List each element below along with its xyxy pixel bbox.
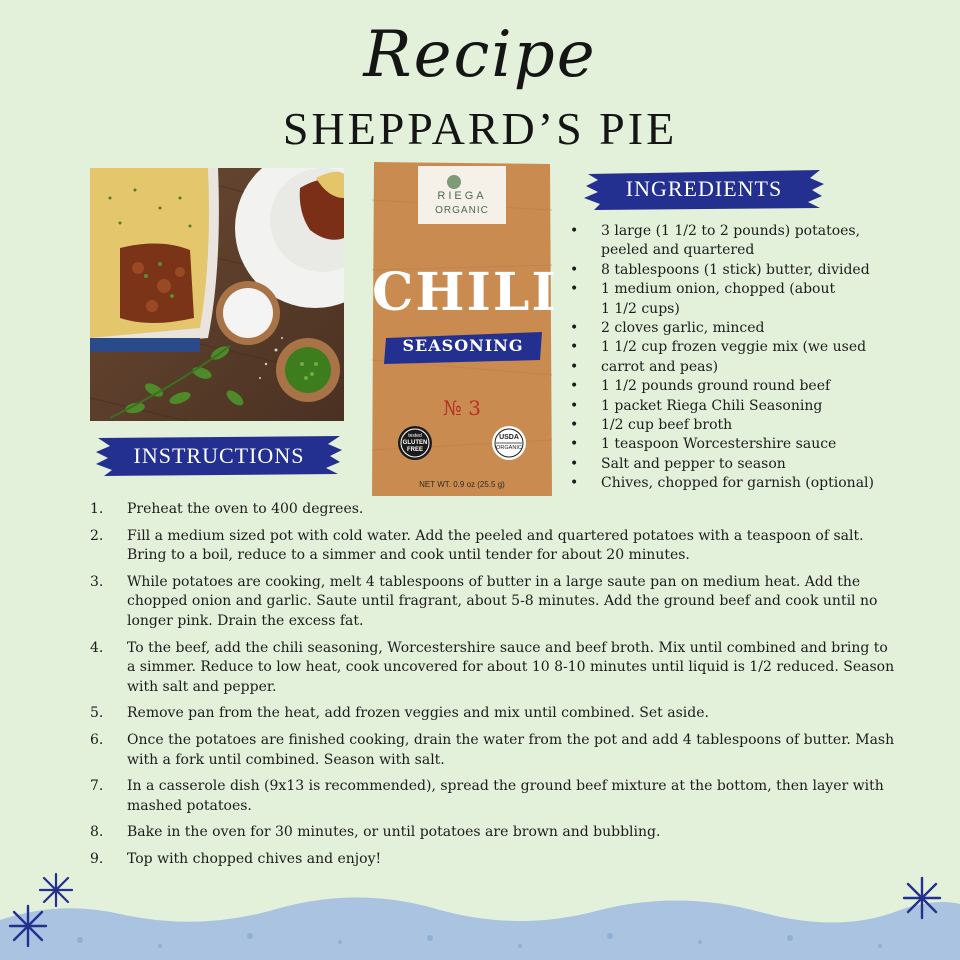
bullet-icon: • (570, 223, 579, 239)
bullet-icon: • (570, 281, 579, 298)
step-number: 6. (90, 731, 104, 748)
ingredient-item (570, 455, 950, 474)
instruction-step (90, 573, 900, 632)
ingredient-item (570, 474, 950, 493)
instruction-step (90, 527, 900, 566)
ingredients-list (570, 222, 950, 494)
bullet-icon: • (570, 320, 579, 337)
step-text: Top with chopped chives and enjoy! (127, 850, 382, 867)
ingredient-item (570, 377, 950, 396)
ingredient-item (570, 435, 950, 454)
step-text: Preheat the oven to 400 degrees. (127, 501, 364, 517)
ingredient-text: 1 teaspoon Worcestershire sauce (601, 436, 837, 453)
step-text: Once the potatoes are finished cooking, drain the water from the pot and add 4 tablespoons of butter. Mash with a fork until combined. Season with salt. (127, 731, 895, 768)
wave-border (0, 880, 960, 960)
bullet-icon: • (570, 475, 579, 492)
step-number: 9. (90, 850, 104, 867)
product-name: CHILI (372, 262, 558, 323)
ingredient-item (570, 222, 950, 241)
step-number: 8. (90, 824, 104, 841)
ingredient-text: 3 large (1 1/2 to 2 pounds) potatoes, (601, 223, 861, 239)
ingredient-text: 8 tablespoons (1 stick) butter, divided (601, 261, 870, 278)
gluten-free-badge-top: tested (408, 433, 422, 439)
brand-name-top: RIEGA (437, 190, 487, 202)
instruction-step (90, 500, 900, 520)
ingredient-text: peeled and quartered (601, 242, 755, 259)
ingredient-item (570, 338, 950, 357)
ingredient-text: Chives, chopped for garnish (optional) (601, 475, 874, 492)
script-title: Recipe (363, 18, 597, 92)
step-text: While potatoes are cooking, melt 4 tablespoons of butter in a large saute pan on medium heat. Add the chopped onion and garlic. Saute until fragrant, about 5-8 minutes. Add the ground beef and cook until no longer pink. Drain the excess fat. (127, 573, 878, 629)
step-number: 5. (90, 705, 104, 722)
instructions-heading (96, 434, 342, 478)
bullet-icon: • (570, 436, 579, 453)
ingredient-item (570, 261, 950, 280)
ingredient-item (570, 241, 950, 260)
step-text: Remove pan from the heat, add frozen veggies and mix until combined. Set aside. (127, 705, 709, 722)
ingredient-text: 1 packet Riega Chili Seasoning (601, 397, 823, 414)
ingredient-item (570, 280, 950, 299)
instruction-step (90, 731, 900, 770)
instruction-step (90, 704, 900, 724)
ingredient-item (570, 397, 950, 416)
ingredient-item (570, 300, 950, 319)
instruction-step (90, 823, 900, 843)
ingredient-text: Salt and pepper to season (601, 455, 786, 472)
ingredient-text: 1 1/2 cup frozen veggie mix (we used (601, 339, 867, 356)
bullet-icon: • (570, 378, 579, 395)
step-number: 3. (90, 573, 104, 590)
ingredient-text: 1 medium onion, chopped (about (601, 281, 836, 298)
ingredient-item (570, 319, 950, 338)
step-number: 2. (90, 527, 104, 544)
ingredient-text: 1/2 cup beef broth (601, 417, 733, 434)
page-title: SHEPPARD’S PIE (282, 103, 678, 154)
step-text: Bake in the oven for 30 minutes, or until potatoes are brown and bubbling. (127, 824, 661, 841)
ingredient-text: 1 1/2 cups) (601, 300, 680, 317)
product-subtitle: SEASONING (402, 336, 524, 355)
bullet-icon: • (570, 417, 579, 434)
brand-name-bottom: ORGANIC (435, 205, 489, 216)
ingredient-item (570, 416, 950, 435)
ingredient-text: 1 1/2 pounds ground round beef (601, 378, 831, 395)
step-text: To the beef, add the chili seasoning, Worcestershire sauce and beef broth. Mix until combined and bring to a simmer. Reduce to low heat, cook uncovered for about 10 8-10 minutes until liquid is 1/2 reduced. Season with salt and pepper. (127, 639, 895, 695)
net-weight: NET WT. 0.9 oz (25.5 g) (419, 480, 505, 489)
food-photo (90, 168, 344, 421)
step-number: 7. (90, 778, 104, 795)
gluten-free-badge: GLUTEN FREE (402, 440, 428, 453)
step-text: Fill a medium sized pot with cold water. Add the peeled and quartered potatoes with a teaspoon of salt. Bring to a boil, reduce to a simmer and cook until tender for about 20 minutes. (127, 527, 864, 564)
usda-badge-top: USDA (499, 434, 519, 441)
product-number: № 3 (442, 396, 481, 420)
ingredient-text: carrot and peas) (601, 358, 719, 375)
usda-organic-badge: ORGANIC (496, 445, 522, 451)
instruction-step (90, 639, 900, 698)
ingredient-item (570, 358, 950, 377)
step-number: 1. (90, 501, 104, 517)
bullet-icon: • (570, 455, 579, 472)
instructions-list (90, 500, 900, 877)
instruction-step (90, 777, 900, 816)
bullet-icon: • (570, 339, 579, 356)
bullet-icon: • (570, 358, 579, 375)
ingredients-heading-label: INGREDIENTS (625, 176, 783, 201)
instruction-step (90, 850, 900, 870)
instructions-heading-label: INSTRUCTIONS (133, 443, 305, 468)
star-burst-icon (8, 904, 48, 948)
ingredient-text: 2 cloves garlic, minced (601, 320, 765, 337)
bullet-icon: • (570, 397, 579, 414)
chili-packet (372, 160, 558, 498)
step-number: 4. (90, 639, 104, 656)
star-burst-icon (902, 876, 942, 920)
ingredients-heading (584, 168, 824, 212)
step-text: In a casserole dish (9x13 is recommended), spread the ground beef mixture at the bottom, then layer with mashed potatoes. (127, 778, 884, 814)
bullet-icon: • (570, 261, 579, 278)
star-burst-icon (38, 872, 74, 908)
